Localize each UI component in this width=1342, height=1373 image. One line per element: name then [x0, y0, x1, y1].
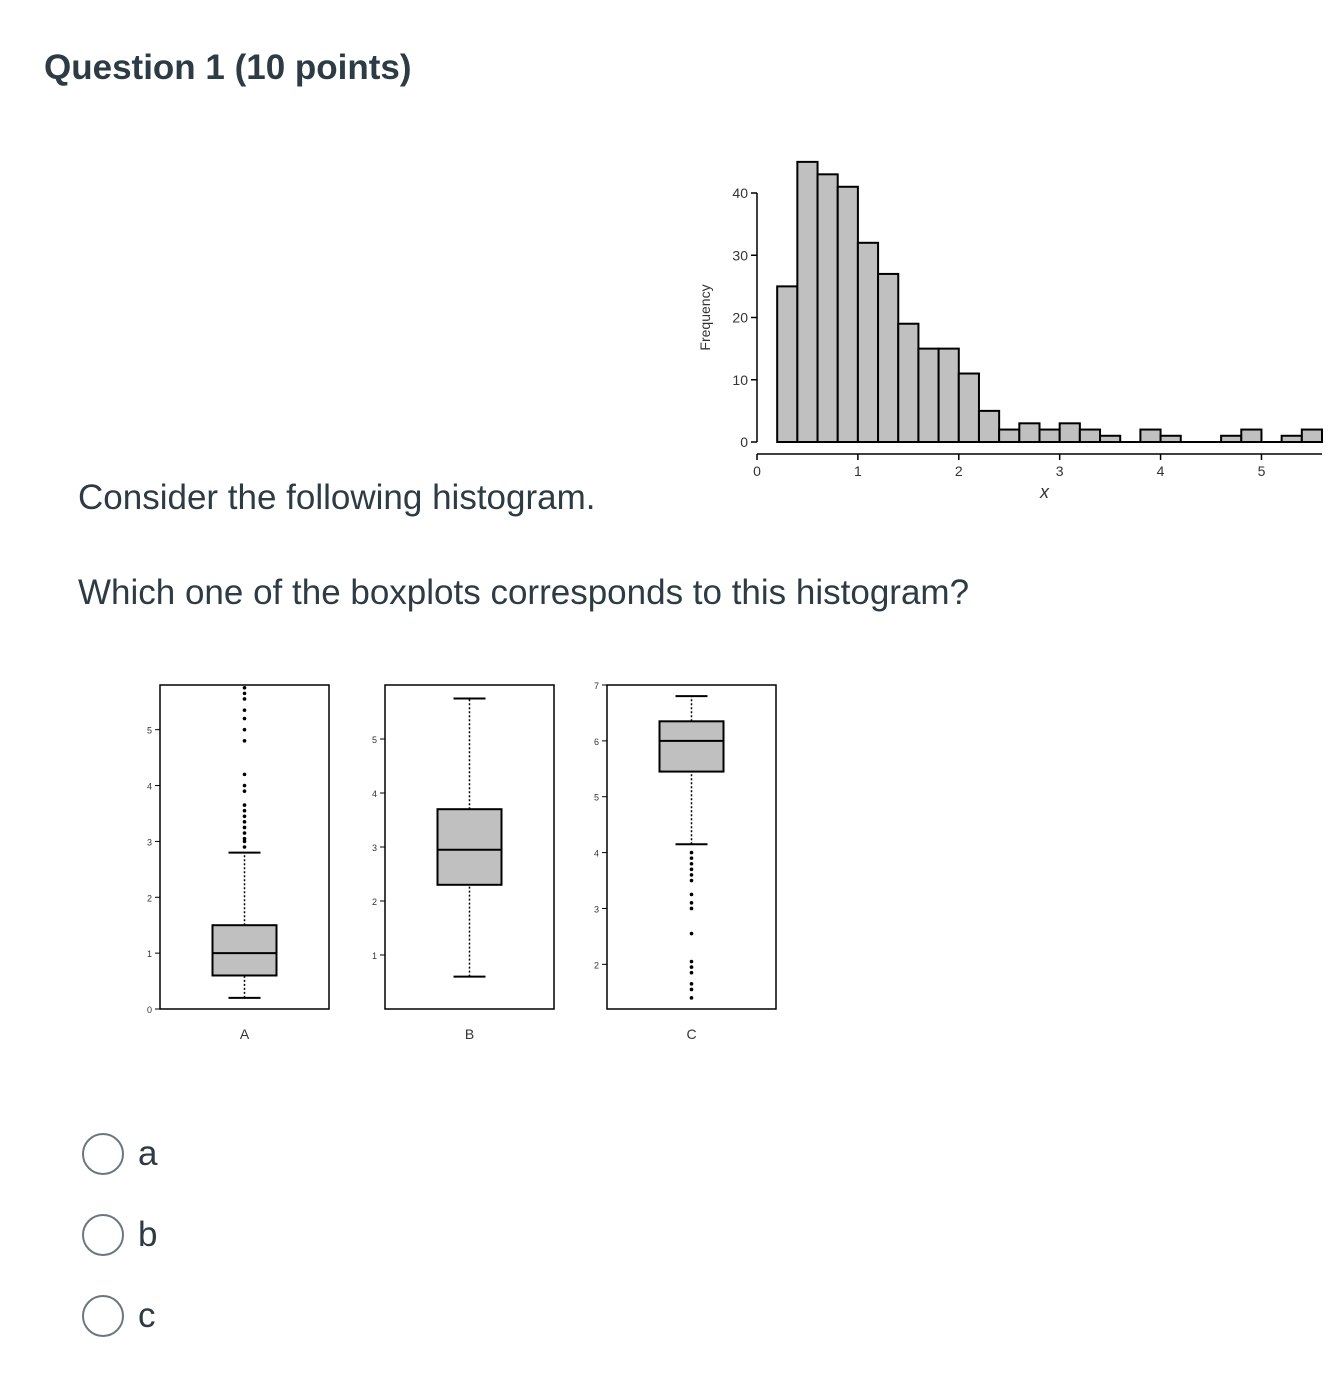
boxplot-label: C [686, 1026, 697, 1042]
boxplot-outlier [243, 728, 247, 732]
boxplot-y-tick-label: 3 [593, 904, 599, 915]
hist-x-tick-label: 3 [1055, 463, 1064, 479]
boxplot-outlier [243, 773, 247, 777]
hist-bar [878, 274, 898, 442]
hist-y-tick-label: 30 [732, 247, 748, 264]
boxplot-y-tick-label: 5 [593, 792, 599, 803]
option-a[interactable] [82, 1130, 157, 1178]
hist-bar [979, 411, 999, 442]
boxplot-outlier [690, 932, 694, 936]
boxplot-outlier [243, 717, 247, 721]
hist-y-tick-label: 0 [740, 434, 748, 450]
option-b-label: b [138, 1215, 158, 1254]
boxplot-outlier [690, 996, 694, 1000]
hist-bar [818, 174, 838, 442]
hist-y-tick-label: 20 [732, 309, 748, 326]
boxplot-outlier [243, 789, 247, 793]
boxplot-outlier [690, 873, 694, 877]
boxplot-y-tick-label: 4 [371, 789, 377, 799]
hist-x-tick-label: 2 [954, 463, 963, 479]
boxplot-outlier [690, 965, 694, 969]
hist-x-tick-label: 5 [1257, 463, 1266, 479]
question-points: (10 points) [234, 48, 412, 87]
radio-c[interactable] [82, 1295, 124, 1337]
boxplot-y-tick-label: 2 [371, 897, 377, 907]
boxplot-y-tick-label: 5 [146, 725, 152, 736]
boxplot-label: B [464, 1026, 475, 1042]
boxplot-outlier [243, 826, 247, 830]
option-b[interactable] [82, 1211, 157, 1259]
hist-x-tick-label: 1 [853, 463, 862, 479]
hist-bar [797, 162, 817, 442]
boxplot-outlier [243, 739, 247, 743]
boxplot-y-tick-label: 2 [146, 893, 152, 904]
hist-bar [1302, 430, 1322, 442]
prompt-consider: Consider the following histogram. [78, 478, 596, 517]
boxplot-outlier [690, 879, 694, 883]
question-title [44, 48, 412, 88]
boxplot-outlier [243, 686, 247, 690]
hist-x-tick-label: 0 [753, 463, 761, 479]
boxplot-outlier [243, 820, 247, 824]
boxplot-box [660, 721, 724, 771]
histogram-chart [682, 150, 1342, 500]
prompt-which: Which one of the boxplots corresponds to this histogram? [78, 573, 970, 612]
option-c-label: c [138, 1296, 156, 1335]
boxplot-outlier [243, 784, 247, 788]
boxplot-outlier [690, 982, 694, 986]
hist-bar [999, 430, 1019, 442]
boxplot-b [360, 675, 560, 1045]
boxplot-y-tick-label: 3 [371, 843, 377, 853]
boxplot-outlier [243, 697, 247, 701]
answer-options [82, 1130, 157, 1373]
hist-bar [1040, 430, 1060, 442]
hist-bar [1019, 423, 1039, 442]
boxplot-y-tick-label: 0 [146, 1005, 152, 1015]
boxplot-box [438, 809, 502, 885]
hist-bar [1241, 430, 1261, 442]
hist-bar [838, 187, 858, 442]
hist-bar [959, 374, 979, 442]
boxplot-y-tick-label: 1 [146, 949, 152, 960]
boxplot-y-tick-label: 4 [146, 781, 152, 792]
hist-bar [939, 349, 959, 442]
boxplot-outlier [243, 803, 247, 807]
hist-bar [1080, 430, 1100, 442]
hist-bar [918, 349, 938, 442]
hist-bar [1060, 423, 1080, 442]
boxplot-box [213, 925, 277, 975]
hist-y-tick-label: 40 [732, 185, 748, 201]
boxplot-outlier [690, 901, 694, 905]
boxplot-y-tick-label: 3 [146, 837, 152, 848]
boxplot-outlier [690, 862, 694, 866]
boxplot-outlier [243, 837, 247, 841]
radio-a[interactable] [82, 1133, 124, 1175]
boxplot-y-tick-label: 2 [593, 960, 599, 971]
boxplot-label: A [239, 1026, 250, 1042]
boxplot-y-tick-label: 7 [593, 681, 599, 691]
boxplot-outlier [690, 988, 694, 992]
boxplot-y-tick-label: 6 [593, 736, 599, 747]
boxplot-outlier [690, 960, 694, 964]
hist-y-label: Frequency [697, 284, 713, 351]
hist-y-tick-label: 10 [732, 371, 748, 388]
hist-bar [898, 324, 918, 442]
boxplot-outlier [243, 845, 247, 849]
radio-b[interactable] [82, 1214, 124, 1256]
boxplot-outlier [690, 971, 694, 975]
boxplot-outlier [243, 708, 247, 712]
boxplot-outlier [690, 907, 694, 911]
option-a-label: a [138, 1134, 158, 1173]
boxplot-outlier [690, 856, 694, 860]
hist-x-tick-label: 4 [1156, 463, 1165, 479]
boxplot-y-tick-label: 4 [593, 848, 599, 859]
boxplot-a [135, 675, 335, 1045]
boxplot-outlier [243, 814, 247, 818]
boxplot-outlier [243, 809, 247, 813]
boxplot-outlier [243, 692, 247, 696]
hist-bar [1140, 430, 1160, 442]
hist-x-label: x [1040, 482, 1050, 500]
boxplot-c [582, 675, 782, 1045]
boxplot-outlier [690, 893, 694, 897]
boxplot-y-tick-label: 5 [371, 735, 377, 745]
question-number: Question 1 [44, 48, 225, 87]
hist-bar [858, 243, 878, 442]
option-c[interactable] [82, 1292, 157, 1340]
hist-bar [777, 286, 797, 442]
boxplot-outlier [690, 851, 694, 855]
boxplot-outlier [243, 831, 247, 835]
boxplot-outlier [690, 868, 694, 872]
boxplot-y-tick-label: 1 [371, 951, 377, 961]
